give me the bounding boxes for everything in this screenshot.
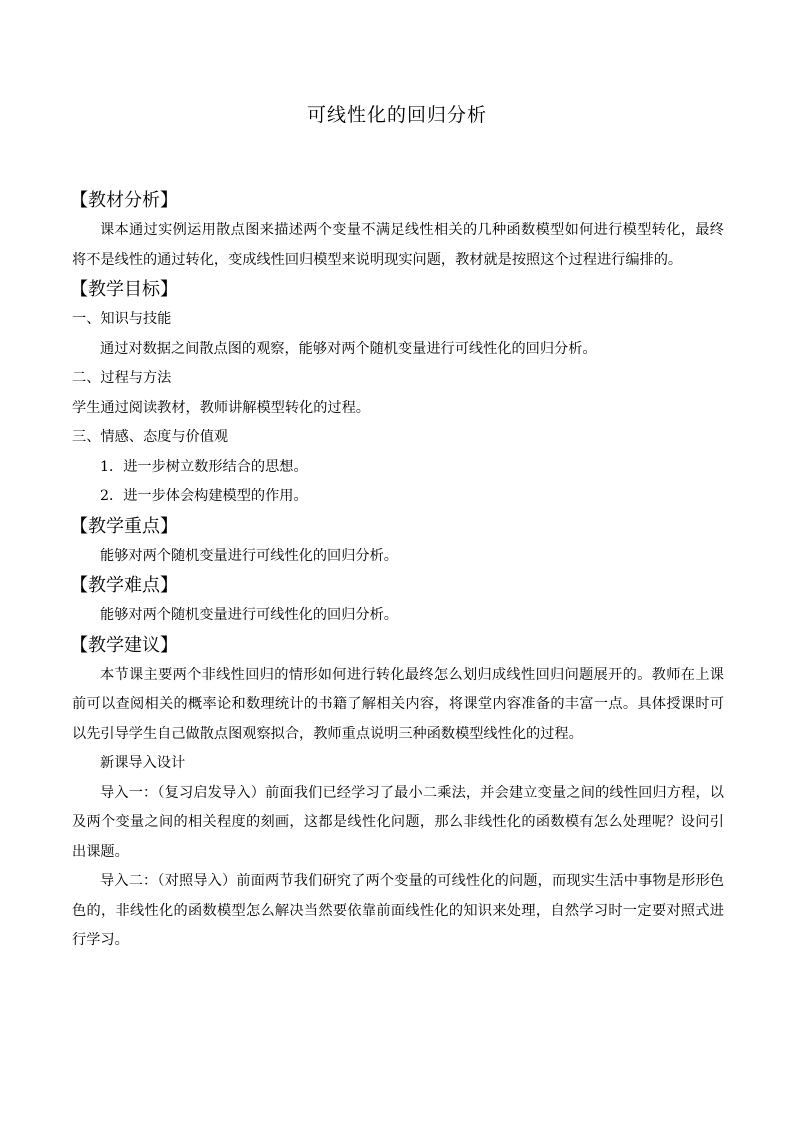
- document-body: [72, 186, 724, 956]
- section-heading-key-points: 【教学重点】: [70, 515, 178, 537]
- goals-item2-text: 学生通过阅读教材，教师讲解模型转化的过程。: [72, 399, 370, 416]
- suggestions-paragraph: 本节课主要两个非线性回归的情形如何进行转化最终怎么划归成线性回归问题展开的。教师在上课前可以查阅相关的概率论和数理统计的书籍了解相关内容，将课堂内容准备的丰富一点。具体授课时可以先引导学生自己做散点图观察拟合，教师重点说明三种函数模型线性化的过程。: [72, 666, 724, 742]
- goals-item3-point1: 1．进一步树立数形结合的思想。: [100, 458, 308, 475]
- goals-item3-point2: 2．进一步体会构建模型的作用。: [100, 488, 308, 504]
- key-points-text: 能够对两个随机变量进行可线性化的回归分析。: [100, 547, 398, 564]
- intro-two-paragraph: 导入二：（对照导入）前面两节我们研究了两个变量的可线性化的问题，而现实生活中事物是形形色色的，非线性化的函数模型怎么解决当然要依靠前面线性化的知识来处理，自然学习时一定要对照式进行学习。: [72, 873, 724, 948]
- goals-item1-text: 通过对数据之间散点图的观察，能够对两个随机变量进行可线性化的回归分析。: [100, 340, 597, 357]
- section-heading-suggestions: 【教学建议】: [70, 634, 178, 656]
- materials-paragraph: 课本通过实例运用散点图来描述两个变量不满足线性相关的几种函数模型如何进行模型转化，最终将不是线性的通过转化，变成线性回归模型来说明现实问题，教材就是按照这个过程进行编排的。: [72, 222, 724, 268]
- goals-item3-label: 三、情感、态度与价值观: [72, 429, 229, 445]
- intro-design-label: 新课导入设计: [100, 755, 186, 771]
- section-heading-difficulties: 【教学难点】: [70, 575, 178, 596]
- intro-one-paragraph: 导入一：（复习启发导入）前面我们已经学习了最小二乘法，并会建立变量之间的线性回归方程，以及两个变量之间的相关程度的刻画，这都是线性化问题，那么非线性化的函数模有怎么处理呢？设问引出课题。: [72, 784, 724, 860]
- document-title: 可线性化的回归分析: [306, 104, 487, 126]
- goals-item1-label: 一、知识与技能: [72, 311, 172, 327]
- goals-item2-label: 二、过程与方法: [72, 370, 172, 386]
- section-heading-goals: 【教学目标】: [70, 279, 178, 300]
- section-heading-materials: 【教材分析】: [70, 190, 178, 211]
- difficulties-text: 能够对两个随机变量进行可线性化的回归分析。: [100, 607, 398, 623]
